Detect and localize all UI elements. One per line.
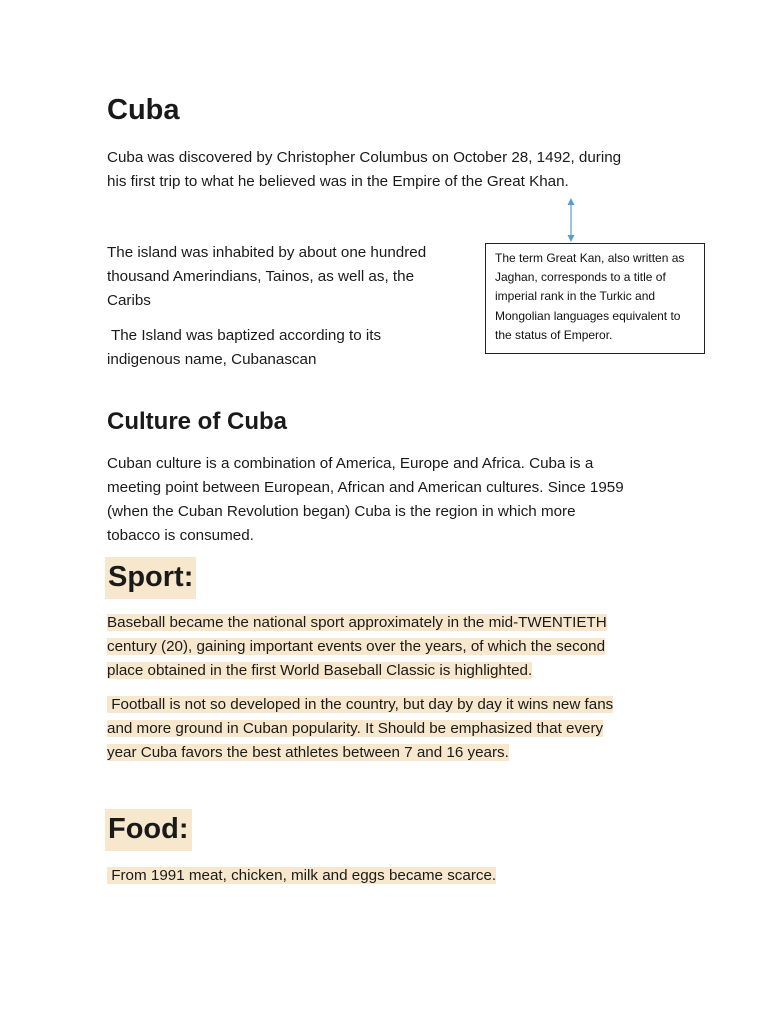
intro-paragraph (107, 146, 667, 194)
culture-line-3: (when the Cuban Revolution began) Cuba is the region in which more (107, 503, 576, 520)
culture-line-1: Cuban culture is a combination of America, Europe and Africa. Cuba is a (107, 455, 594, 472)
note-line-3: imperial rank in the Turkic and (495, 289, 656, 304)
food-paragraph (107, 864, 667, 888)
sport-heading (105, 561, 196, 594)
food-line-1: From 1991 meat, chicken, milk and eggs became scarce. (107, 867, 497, 884)
note-text-box (485, 243, 705, 354)
culture-line-2: meeting point between European, African and American cultures. Since 1959 (107, 479, 624, 496)
note-line-2: Jaghan, corresponds to a title of (495, 270, 666, 285)
baptized-line-2: indigenous name, Cubanascan (107, 351, 317, 368)
inhabited-line-3: Caribs (107, 292, 151, 309)
baptized-paragraph (107, 324, 477, 372)
baseball-line-2: century (20), gaining important events over the years, of which the second (107, 638, 606, 655)
intro-line-2: his first trip to what he believed was in the Empire of the Great Khan. (107, 173, 569, 190)
page-title: Cuba (107, 94, 180, 126)
football-line-3: year Cuba favors the best athletes between 7 and 16 years. (107, 744, 509, 761)
baptized-line-1: The Island was baptized according to its (107, 327, 382, 344)
football-paragraph (107, 693, 667, 765)
baseball-line-3: place obtained in the first World Baseball Classic is highlighted. (107, 662, 533, 679)
football-line-1: Football is not so developed in the country, but day by day it wins new fans (107, 696, 614, 713)
culture-line-4: tobacco is consumed. (107, 527, 254, 544)
note-line-1: The term Great Kan, also written as (495, 251, 685, 265)
culture-heading: Culture of Cuba (107, 408, 287, 435)
baseball-line-1: Baseball became the national sport approximately in the mid-TWENTIETH (107, 614, 607, 631)
inhabited-line-2: thousand Amerindians, Tainos, as well as, the (107, 268, 415, 285)
inhabited-paragraph (107, 241, 477, 313)
baseball-paragraph (107, 611, 667, 683)
food-heading-text: Food: (105, 809, 192, 851)
note-line-5: the status of Emperor. (495, 327, 613, 342)
food-heading (105, 813, 192, 846)
sport-heading-text: Sport: (105, 557, 196, 599)
culture-paragraph (107, 452, 667, 548)
football-line-2: and more ground in Cuban popularity. It Should be emphasized that every (107, 720, 604, 737)
note-line-4: Mongolian languages equivalent to (495, 308, 681, 323)
intro-line-1: Cuba was discovered by Christopher Columbus on October 28, 1492, during (107, 149, 622, 166)
double-arrow-icon (563, 196, 579, 244)
inhabited-line-1: The island was inhabited by about one hundred (107, 244, 427, 261)
